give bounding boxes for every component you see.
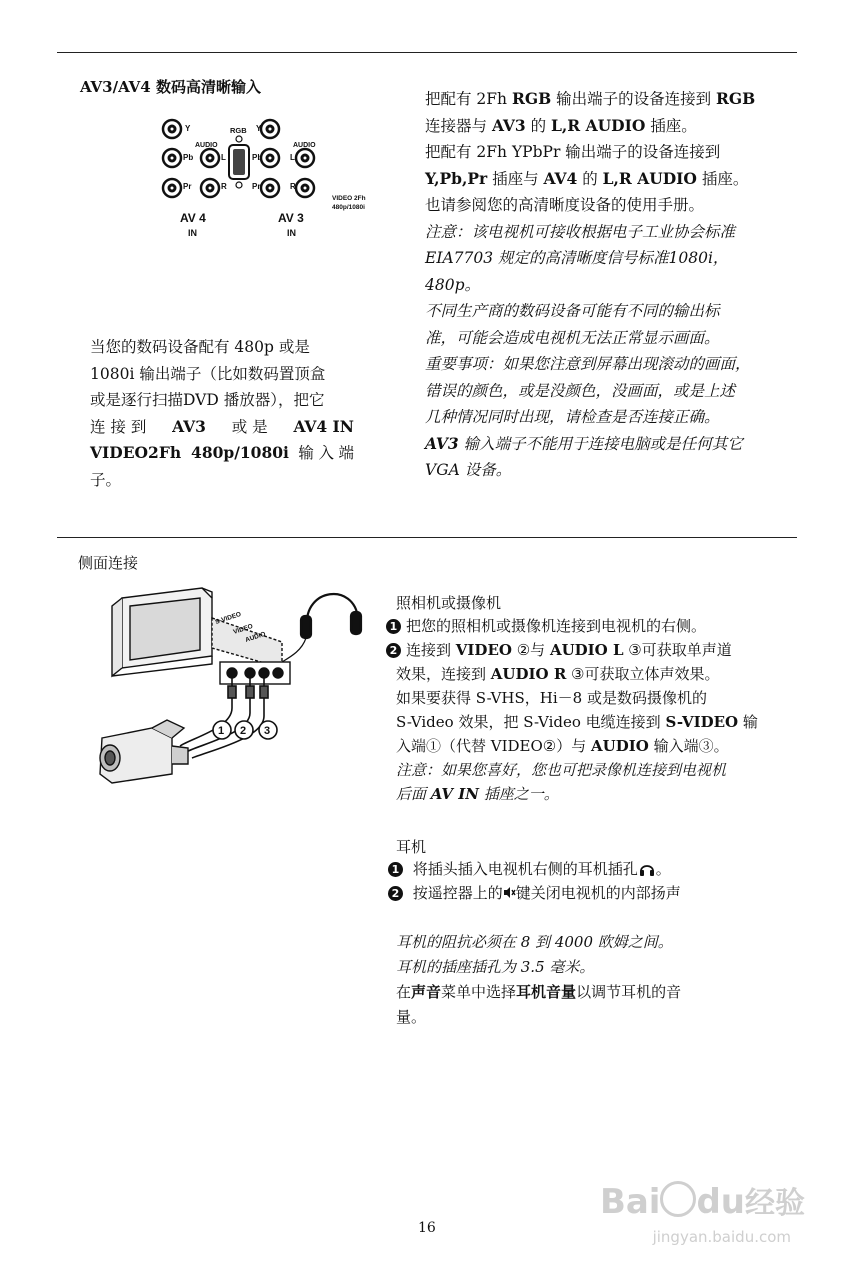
note-3-line-2: 错误的颜色，或是没颜色，没画面，或是上述 <box>425 381 736 400</box>
svhs-line-3: 入端①（代替 VIDEO②）与 AUDIO 输入端③。 <box>396 737 729 755</box>
step-2-badge: 2 <box>386 643 401 658</box>
rgb-line-1: 把配有 2Fh RGB 输出端子的设备连接到 RGB <box>425 89 756 108</box>
menu-line-2: 量。 <box>396 1008 427 1026</box>
label-l-left: L <box>221 153 226 162</box>
note-2-line-1: 不同生产商的数码设备可能有不同的输出标 <box>425 302 720 320</box>
camera-title: 照相机或摄像机 <box>396 594 502 612</box>
page-number: 16 <box>418 1220 436 1236</box>
label-480p-1080i: 480p/1080i <box>332 204 365 211</box>
left-line-5: VIDEO2Fh 480p/1080i 输入端子。 <box>90 443 354 489</box>
label-audio-right: AUDIO <box>293 142 316 149</box>
label-video: VIDEO <box>232 622 254 636</box>
label-av4: AV 4 <box>180 211 206 225</box>
av4-audio-r-jack <box>201 179 219 197</box>
note-1-line-3: 480p。 <box>425 275 481 294</box>
label-av3-in: IN <box>287 228 296 238</box>
label-video-2fh: VIDEO 2Fh <box>332 195 366 202</box>
camcorder <box>100 720 188 783</box>
mute-icon <box>503 886 516 899</box>
menu-line-1: 在声音菜单中选择耳机音量以调节耳机的音 <box>396 983 682 1001</box>
headphone-instructions <box>388 857 788 905</box>
baidu-watermark-logo: Bai du经验 <box>599 1182 805 1222</box>
headphone-title: 耳机 <box>396 838 427 856</box>
label-s-video: S-VIDEO <box>214 610 243 626</box>
step-1-badge: 1 <box>386 619 401 634</box>
svhs-line-2: S-Video 效果，把 S-Video 电缆连接到 S-VIDEO 输 <box>396 713 758 731</box>
left-line-4: 连 接 到 AV3 或 是 AV4 IN <box>90 416 354 436</box>
av-left-paragraph <box>90 334 354 493</box>
label-pr-left: Pr <box>183 182 192 191</box>
av-right-column <box>425 86 787 484</box>
note-4-line-1: AV3 输入端子不能用于连接电脑或是任何其它 <box>425 433 743 453</box>
headphones-icon <box>282 594 361 662</box>
av3-y-jack <box>261 120 279 138</box>
tv-set <box>112 588 212 676</box>
av3-pr-jack <box>261 179 279 197</box>
ypbpr-line-1: 把配有 2Fh YPbPr 输出端子的设备连接到 <box>425 143 721 161</box>
label-pr-right: Pr <box>252 182 261 191</box>
label-r-left: R <box>221 182 227 191</box>
top-rule <box>57 52 797 53</box>
av3-audio-r-jack <box>296 179 314 197</box>
camera-note-line-2: 后面 AV IN 插座之一。 <box>396 785 559 803</box>
av3-audio-l-jack <box>296 149 314 167</box>
label-l-right: L <box>290 153 295 162</box>
av-connector-diagram <box>150 112 380 242</box>
cable-number-2: 2 <box>240 725 247 737</box>
hp-step-1-badge: 1 <box>388 862 403 877</box>
av4-audio-l-jack <box>201 149 219 167</box>
hp-step-2-badge: 2 <box>388 886 403 901</box>
middle-rule <box>57 537 797 538</box>
headphone-step-2: 2 按遥控器上的 键关闭电视机的内部扬声 <box>388 881 788 905</box>
note-4-line-2: VGA 设备。 <box>425 461 512 479</box>
av3-pb-jack <box>261 149 279 167</box>
label-pb-right: Pb <box>252 153 263 162</box>
cable-number-1: 1 <box>218 725 225 737</box>
cables <box>180 678 271 758</box>
camera-step-1: 1 把您的照相机或摄像机连接到电视机的右侧。 <box>386 614 786 638</box>
rgb-vga-connector <box>229 136 249 188</box>
paw-icon <box>660 1181 696 1217</box>
label-r-right: R <box>290 182 296 191</box>
camera-note-line-1: 注意：如果您喜好，您也可把录像机连接到电视机 <box>396 761 727 779</box>
label-av3: AV 3 <box>278 211 304 225</box>
note-3-line-1: 重要事项：如果您注意到屏幕出现滚动的画面， <box>425 355 751 373</box>
left-line-3: 或是逐行扫描DVD 播放器），把它 <box>90 391 325 409</box>
note-3-line-3: 几种情况同时出现，请检查是否连接正确。 <box>425 408 720 426</box>
rgb-line-2: 连接器与 AV3 的 L,R AUDIO 插座。 <box>425 115 697 135</box>
headphone-step-1: 1 将插头插入电视机右侧的耳机插孔 。 <box>388 857 788 881</box>
camera-step-2-line-1: 2 连接到 VIDEO ②与 AUDIO L ③可获取单声道 <box>386 638 786 662</box>
cable-number-3: 3 <box>264 725 271 737</box>
note-1-line-2: EIA7703 规定的高清晰度信号标准1080i， <box>425 249 729 267</box>
side-connection-diagram <box>92 578 382 788</box>
label-y-left: Y <box>185 124 191 133</box>
section-heading-side-connection: 侧面连接 <box>78 554 139 572</box>
av4-pb-jack <box>163 149 181 167</box>
section-heading-av3-av4: AV3/AV4 数码高清晰输入 <box>80 78 261 96</box>
label-y-right: Y <box>256 124 262 133</box>
label-rgb: RGB <box>230 126 247 135</box>
av4-pr-jack <box>163 179 181 197</box>
camera-instructions <box>386 614 786 806</box>
label-pb-left: Pb <box>183 153 194 162</box>
jack-size-note: 耳机的插座插孔为 3.5 毫米。 <box>396 958 595 976</box>
label-audio-left: AUDIO <box>195 142 218 149</box>
camera-step-2-line-2: 效果，连接到 AUDIO R ③可获取立体声效果。 <box>396 665 720 683</box>
ypbpr-line-2: Y,Pb,Pr 插座与 AV4 的 L,R AUDIO 插座。 <box>425 168 749 188</box>
impedance-note: 耳机的阻抗必须在 8 到 4000 欧姆之间。 <box>396 933 673 951</box>
baidu-watermark-url: jingyan.baidu.com <box>652 1228 791 1246</box>
svhs-line-1: 如果要获得 S-VHS，Hi－8 或是数码摄像机的 <box>396 689 707 707</box>
manual-reference: 也请参阅您的高清晰度设备的使用手册。 <box>425 196 705 214</box>
label-audio: AUDIO <box>244 630 267 644</box>
av4-y-jack <box>163 120 181 138</box>
headphone-icon <box>639 862 655 876</box>
left-line-1: 当您的数码设备配有 480p 或是 <box>90 338 310 356</box>
note-2-line-2: 准，可能会造成电视机无法正常显示画面。 <box>425 328 720 347</box>
headphone-notes <box>396 930 776 1030</box>
note-1-line-1: 注意：该电视机可接收根据电子工业协会标准 <box>425 222 736 241</box>
left-line-2: 1080i 输出端子（比如数码置顶盒 <box>90 364 326 383</box>
label-av4-in: IN <box>188 228 197 238</box>
